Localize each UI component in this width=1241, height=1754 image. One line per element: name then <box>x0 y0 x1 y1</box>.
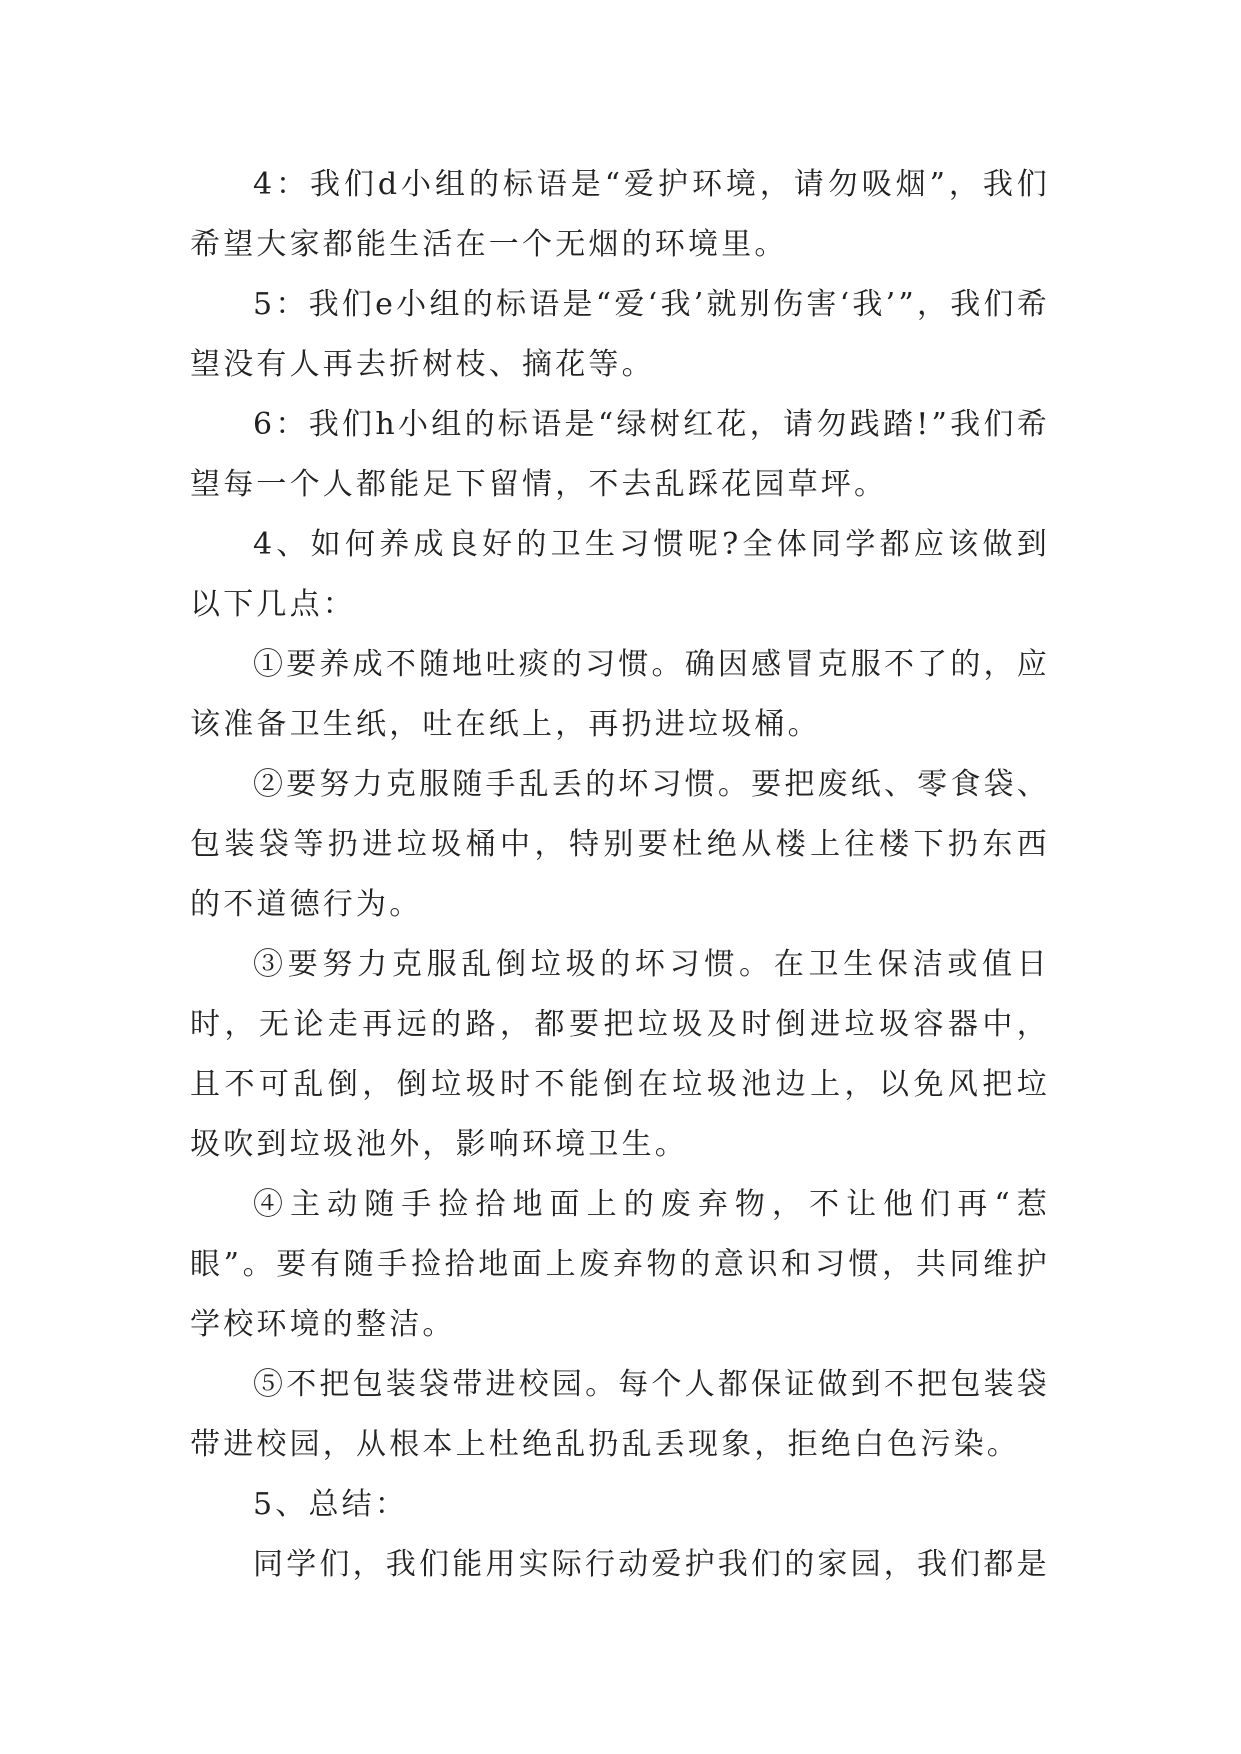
paragraph-slogan-h: 6：我们h小组的标语是“绿树红花，请勿践踏!”我们希望每一个人都能足下留情，不去乱踩花园草坪。 <box>190 407 1050 502</box>
paragraph-habit-4: ④主动随手捡拾地面上的废弃物，不让他们再“惹眼”。要有随手捡拾地面上废弃物的意识和习惯，共同维护学校环境的整洁。 <box>190 1187 1050 1342</box>
paragraph-habit-2: ②要努力克服随手乱丢的坏习惯。要把废纸、零食袋、包装袋等扔进垃圾桶中，特别要杜绝从楼上往楼下扔东西的不道德行为。 <box>190 767 1050 922</box>
paragraph-slogan-e: 5：我们e小组的标语是“爱‘我’就别伤害‘我’”，我们希望没有人再去折树枝、摘花等。 <box>190 287 1050 382</box>
paragraph-habit-5: ⑤不把包装袋带进校园。每个人都保证做到不把包装袋带进校园，从根本上杜绝乱扔乱丢现象，拒绝白色污染。 <box>190 1367 1050 1462</box>
paragraph-habit-1: ①要养成不随地吐痰的习惯。确因感冒克服不了的，应该准备卫生纸，吐在纸上，再扔进垃圾桶。 <box>190 647 1050 742</box>
paragraph-summary-heading: 5、总结： <box>253 1487 409 1522</box>
paragraph-slogan-d: 4：我们d小组的标语是“爱护环境，请勿吸烟”，我们希望大家都能生活在一个无烟的环境里。 <box>190 167 1050 262</box>
paragraph-hygiene-habits-intro: 4、如何养成良好的卫生习惯呢?全体同学都应该做到以下几点： <box>190 527 1050 622</box>
paragraph-habit-3: ③要努力克服乱倒垃圾的坏习惯。在卫生保洁或值日时，无论走再远的路，都要把垃圾及时倒进垃圾容器中，且不可乱倒，倒垃圾时不能倒在垃圾池边上，以免风把垃圾吹到垃圾池外，影响环境卫生。 <box>190 947 1050 1162</box>
paragraph-summary-text: 同学们，我们能用实际行动爱护我们的家园，我们都是 <box>253 1547 1050 1582</box>
document-body <box>190 155 1050 1595</box>
